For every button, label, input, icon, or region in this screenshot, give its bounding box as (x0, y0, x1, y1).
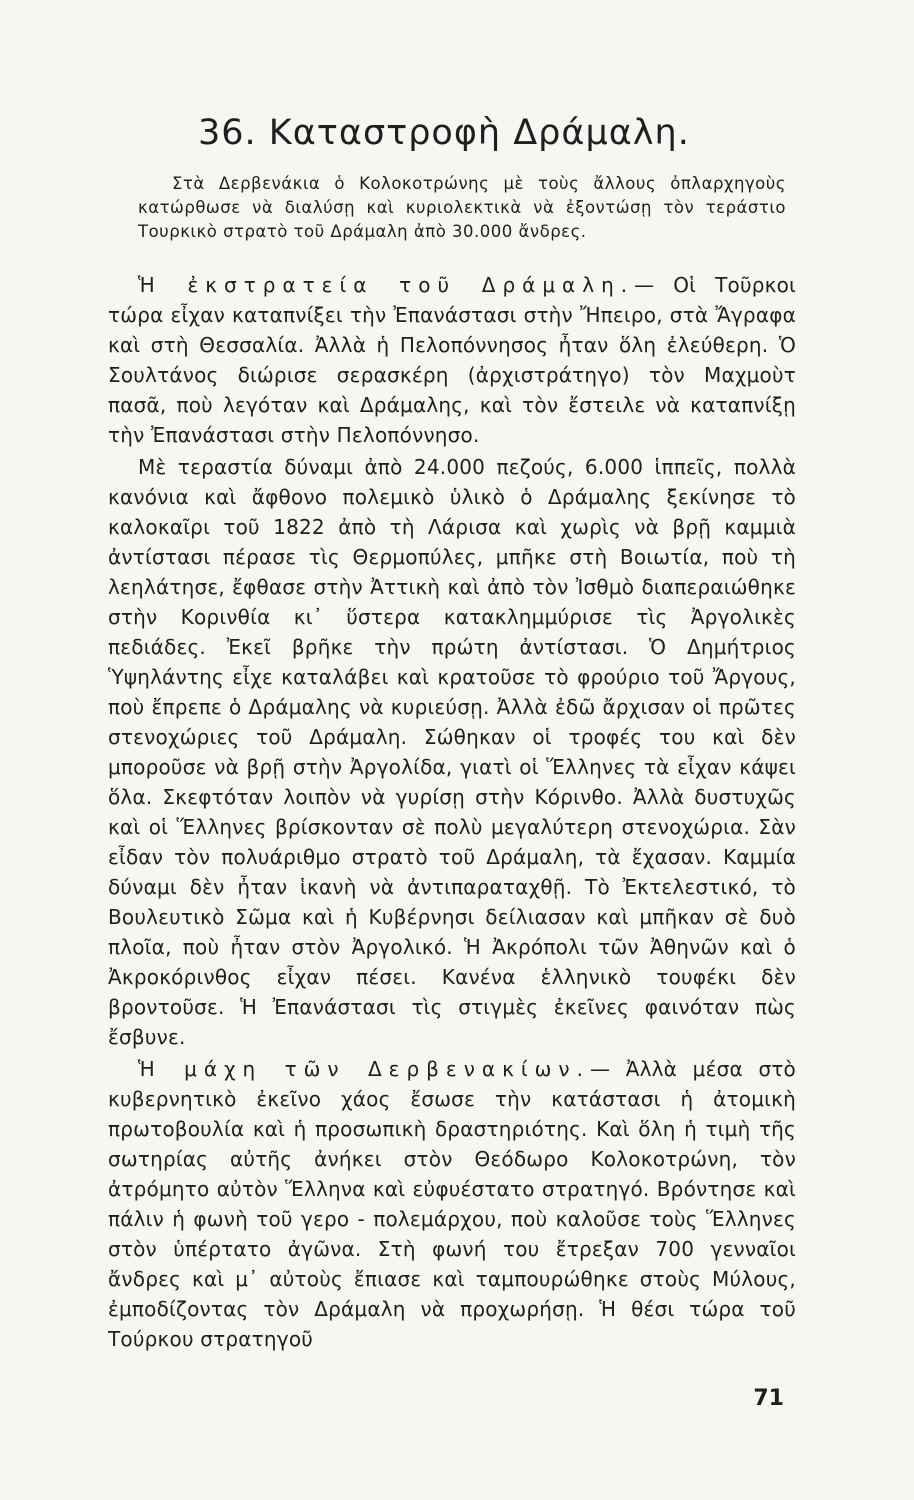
chapter-title: 36. Καταστροφὴ Δράμαλη. (198, 113, 690, 153)
paragraph-3-heading: Ἡ μάχη τῶν Δερβενακίων. (138, 1057, 590, 1081)
page-number: 71 (753, 1386, 784, 1411)
paragraph-3-body: — Ἀλλὰ μέσα στὸ κυβερνητικὸ ἐκεῖνο χάος ἔσωσε τὴν κατάστασι ἡ ἀτομικὴ πρωτοβουλία καὶ ἡ προσωπικὴ δραστηριότης. Καὶ ὅλη ἡ τιμὴ τῆς σωτηρίας αὐτῆς ἀνήκει στὸν Θεόδωρο Κολοκοτρώνη, τὸν ἀτρόμητο αὐτὸν Ἕλληνα καὶ εὐφυέστατο στρατηγό. Βρόντησε καὶ πάλιν ἡ φωνὴ τοῦ γερο - πολεμάρχου, ποὺ καλοῦσε τοὺς Ἕλληνες στὸν ὑπέρτατο ἀγῶνα. Στὴ φωνή του ἔτρεξαν 700 γενναῖοι ἄνδρες καὶ μ᾽ αὐτοὺς ἔπιασε καὶ ταμπουρώθηκε στοὺς Μύλους, ἐμποδίζοντας τὸν Δράμαλη νὰ προχωρήσῃ. Ἡ θέσι τώρα τοῦ Τούρκου στρατηγοῦ (108, 1057, 796, 1351)
chapter-summary: Στὰ Δερβενάκια ὁ Κολοκοτρώνης μὲ τοὺς ἄλλους ὀπλαρχηγοὺς κατώρθωσε νὰ διαλύσῃ καὶ κυριολεκτικὰ νὰ ἐξοντώσῃ τὸν τεράστιο Τουρκικὸ στρατὸ τοῦ Δράμαλη ἀπὸ 30.000 ἄνδρες. (138, 174, 786, 241)
paragraph-1-body: — Οἱ Τοῦρκοι τώρα εἶχαν καταπνίξει τὴν Ἐπανάστασι στὴν Ἤπειρο, στὰ Ἄγραφα καὶ στὴ Θεσσαλία. Ἀλλὰ ἡ Πελοπόννησος ἦταν ὅλη ἐλεύθερη. Ὁ Σουλτάνος διώρισε σερασκέρη (ἀρχιστράτηγο) τὸν Μαχμοὺτ πασᾶ, ποὺ λεγόταν καὶ Δράμαλης, καὶ τὸν ἔστειλε νὰ καταπνίξῃ τὴν Ἐπανάστασι στὴν Πελοπόννησο. (108, 273, 797, 447)
paragraph-1-heading: Ἡ ἐκστρατεία τοῦ Δράμαλη. (138, 273, 635, 297)
paragraph-1 (108, 270, 796, 450)
page-content (108, 112, 796, 1354)
paragraph-2: Μὲ τεραστία δύναμι ἀπὸ 24.000 πεζούς, 6.000 ἱππεῖς, πολλὰ κανόνια καὶ ἄφθονο πολεμικὸ ὑλικὸ ὁ Δράμαλης ξεκίνησε τὸ καλοκαῖρι τοῦ 1822 ἀπὸ τὴ Λάρισα καὶ χωρὶς νὰ βρῇ καμμιὰ ἀντίστασι πέρασε τὶς Θερμοπύλες, μπῆκε στὴ Βοιωτία, ποὺ τὴ λεηλάτησε, ἔφθασε στὴν Ἀττικὴ καὶ ἀπὸ τὸν Ἰσθμὸ διαπεραιώθηκε στὴν Κορινθία κι᾽ ὕστερα κατακλημμύρισε τὶς Ἀργολικὲς πεδιάδες. Ἐκεῖ βρῆκε τὴν πρώτη ἀντίστασι. Ὁ Δημήτριος Ὑψηλάντης εἶχε καταλάβει καὶ κρατοῦσε τὸ φρούριο τοῦ Ἄργους, ποὺ ἔπρεπε ὁ Δράμαλης νὰ κυριεύσῃ. Ἀλλὰ ἐδῶ ἄρχισαν οἱ πρῶτες στενοχώριες τοῦ Δράμαλη. Σώθηκαν οἱ τροφές του καὶ δὲν μποροῦσε νὰ βρῇ στὴν Ἀργολίδα, γιατὶ οἱ Ἕλληνες τὰ εἶχαν κάψει ὅλα. Σκεφτόταν λοιπὸν νὰ γυρίσῃ στὴν Κόρινθο. Ἀλλὰ δυστυχῶς καὶ οἱ Ἕλληνες βρίσκονταν σὲ πολὺ μεγαλύτερη στενοχώρια. Σὰν εἶδαν τὸν πολυάριθμο στρατὸ τοῦ Δράμαλη, τὰ ἔχασαν. Καμμία δύναμι δὲν ἦταν ἱκανὴ νὰ ἀντιπαραταχθῇ. Τὸ Ἐκτελεστικό, τὸ Βουλευτικὸ Σῶμα καὶ ἡ Κυβέρνησι δείλιασαν καὶ μπῆκαν σὲ δυὸ πλοῖα, ποὺ ἦταν στὸν Ἀργολικό. Ἡ Ἀκρόπολι τῶν Ἀθηνῶν καὶ ὁ Ἀκροκόρινθος εἶχαν πέσει. Κανένα ἑλληνικὸ τουφέκι δὲν βροντοῦσε. Ἡ Ἐπανάστασι τὶς στιγμὲς ἐκεῖνες φαινόταν πὼς ἔσβυνε. (108, 455, 796, 1049)
paragraph-3 (108, 1054, 796, 1354)
